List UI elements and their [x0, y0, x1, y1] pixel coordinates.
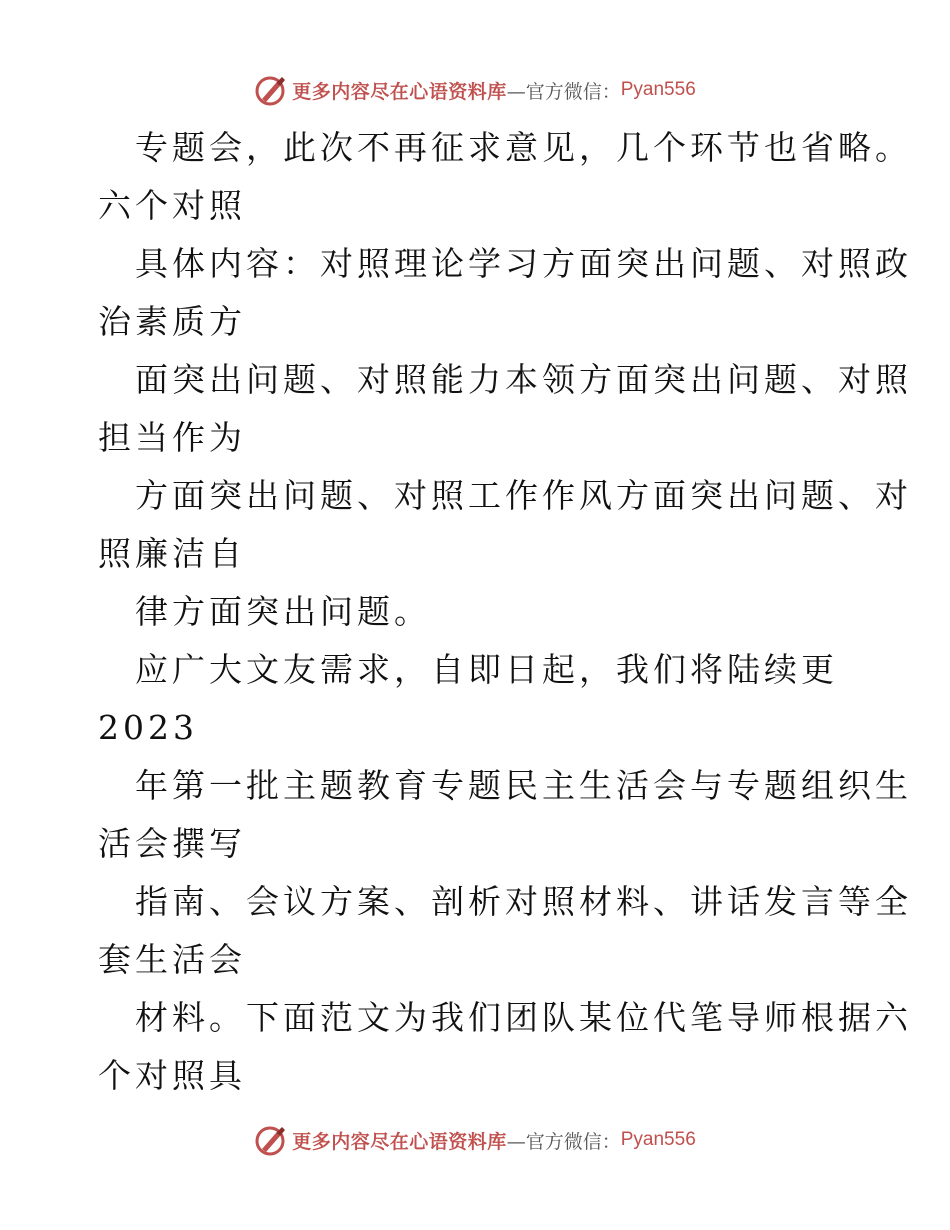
- watermark-wechat-id: Pyan556: [620, 1129, 696, 1150]
- text-line: 面突出问题、对照能力本领方面突出问题、对照: [135, 360, 912, 399]
- text-line: 年第一批主题教育专题民主生活会与专题组织生: [135, 766, 912, 805]
- text-line: 照廉洁自: [98, 534, 246, 573]
- text-line: 套生活会: [98, 940, 246, 979]
- text-line: 材料。下面范文为我们团队某位代笔导师根据六: [135, 998, 912, 1037]
- text-line: 2023: [98, 708, 198, 747]
- header-watermark: [0, 70, 950, 110]
- text-line: 治素质方: [98, 302, 246, 341]
- text-line: 专题会，此次不再征求意见，几个环节也省略。: [135, 128, 912, 167]
- pen-logo-icon: [254, 73, 288, 107]
- text-line: 指南、会议方案、剖析对照材料、讲话发言等全: [135, 882, 912, 921]
- text-line: 方面突出问题、对照工作作风方面突出问题、对: [135, 476, 912, 515]
- watermark-main-text: 更多内容尽在心语资料库: [292, 80, 507, 103]
- text-line: 活会撰写: [98, 824, 246, 863]
- watermark-sub-text: —官方微信：: [506, 1130, 621, 1153]
- footer-watermark: [0, 1120, 950, 1160]
- watermark-sub-text: —官方微信：: [506, 80, 621, 103]
- pen-logo-icon: [254, 1123, 288, 1157]
- watermark-main-text: 更多内容尽在心语资料库: [292, 1130, 507, 1153]
- text-line: 担当作为: [98, 418, 246, 457]
- watermark-wechat-id: Pyan556: [620, 79, 696, 100]
- text-line: 个对照具: [98, 1056, 246, 1095]
- text-line: 六个对照: [98, 186, 246, 225]
- text-line: 应广大文友需求，自即日起，我们将陆续更: [135, 650, 838, 689]
- text-line: 具体内容：对照理论学习方面突出问题、对照政: [135, 244, 912, 283]
- text-line: 律方面突出问题。: [135, 592, 431, 631]
